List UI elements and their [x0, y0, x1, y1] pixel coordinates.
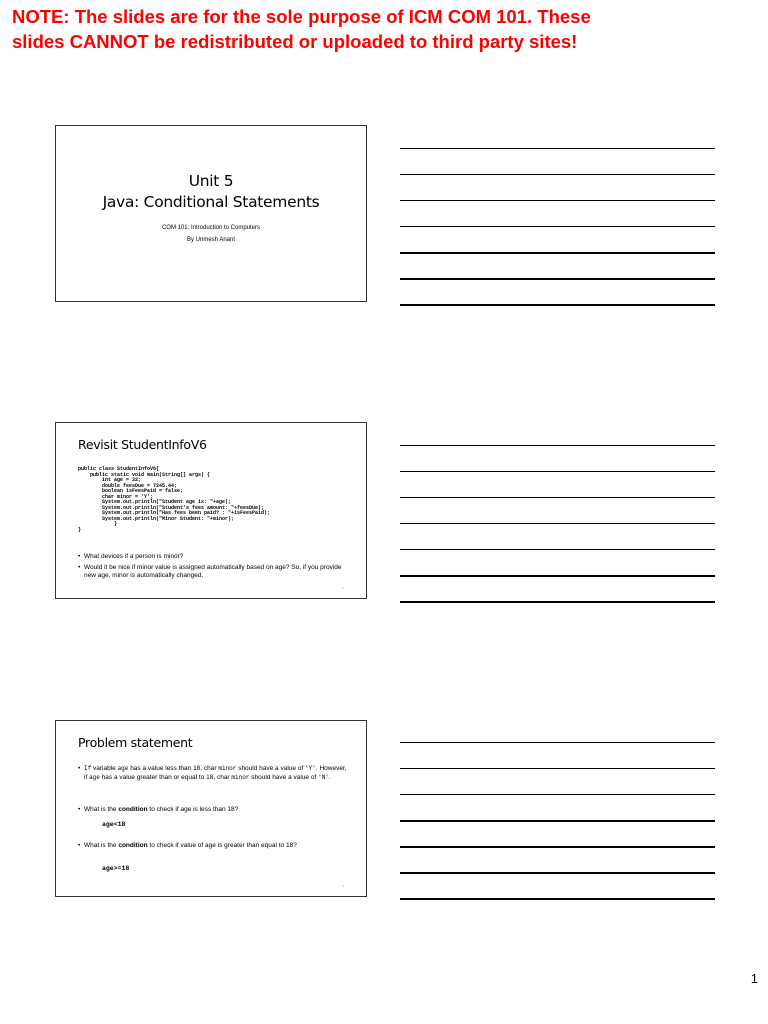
bullet-item: • Would it be nice if minor value is assigned automatically based on age? So, if you provide new age, minor is automatically changed.: [78, 564, 350, 581]
note-line: [400, 794, 715, 795]
slide-1-title: [56, 171, 366, 213]
kw-y: 'Y': [305, 765, 316, 772]
slide-1-title-line-1: Unit 5: [188, 172, 234, 190]
note-line: [400, 200, 715, 201]
note-line: [400, 898, 715, 900]
slide-3-thumbnail: [55, 720, 367, 897]
note-line: [400, 601, 715, 603]
problem-text: has a value greater than or equal to 18, char: [99, 773, 232, 781]
note-line: [400, 278, 715, 280]
note-line: [400, 226, 715, 227]
kw-minor: minor: [231, 773, 250, 781]
kw-n: 'N': [318, 773, 329, 781]
question-keyword: condition: [118, 806, 148, 813]
note-line: [400, 575, 715, 577]
note-line: [400, 846, 715, 848]
note-line: [400, 252, 715, 254]
note-line: [400, 148, 715, 149]
slide-number: 3: [342, 884, 344, 888]
page-number: 1: [750, 971, 758, 986]
slide-2-heading: Revisit StudentInfoV6: [78, 437, 207, 452]
slide-1-thumbnail: [55, 125, 367, 302]
problem-text: variable: [91, 765, 118, 772]
note-line: [400, 304, 715, 306]
copyright-notice: [12, 4, 752, 54]
note-line: [400, 174, 715, 175]
problem-text: should have a value of: [236, 765, 306, 772]
answer-2: age>=18: [102, 865, 130, 872]
bullet-item: • What devices if a person is minor?: [78, 553, 350, 562]
question-text: to check if value of age is greater than equal to 18?: [147, 842, 297, 849]
question-1: [78, 806, 348, 815]
note-line: [400, 742, 715, 743]
slide-1-subtitle-block: [56, 222, 366, 246]
slide-3-heading: Problem statement: [78, 735, 193, 750]
note-line: [400, 872, 715, 874]
note-line: [400, 471, 715, 472]
note-line: [400, 445, 715, 446]
kw-age: age: [89, 773, 100, 781]
slide-2-bullets: [78, 553, 350, 583]
answer-1: age<18: [102, 821, 126, 828]
note-line: [400, 820, 715, 822]
note-line: [400, 497, 715, 498]
problem-text: should have a value of: [249, 773, 319, 781]
problem-text: has a value less than 18, char: [128, 765, 219, 772]
slide-1-title-line-2: Java: Conditional Statements: [102, 193, 320, 211]
note-line: [400, 549, 715, 550]
notice-line-1: NOTE: The slides are for the sole purpose of ICM COM 101. These: [12, 6, 591, 27]
question-text: What is the: [84, 806, 119, 813]
slide-2-thumbnail: [55, 422, 367, 599]
code-block: public class StudentInfoV6{ public static void main(String[] args) { int age = 32; double feesDue = 7245.44; boolean isFeesPaid = false; char minor = 'Y'; System.out.println("Student age is: "+age); System.out.println("Student's fees amount: "+feesDue); System.out.println("Has fees been paid? : "+isFeesPaid); System.out.println("Minor Student: "+minor); } }: [78, 466, 271, 533]
kw-age: age: [117, 765, 129, 772]
question-2: [78, 842, 348, 851]
slide-1-course: COM 101: Introduction to Computers: [161, 225, 261, 231]
slide-number: 2: [342, 586, 344, 590]
question-text: What is the: [84, 842, 119, 849]
note-line: [400, 768, 715, 769]
question-text: to check if age is less than 18?: [147, 806, 239, 813]
kw-if: If: [84, 765, 92, 772]
problem-text: .: [328, 773, 331, 781]
problem-text: . However, if: [84, 765, 347, 781]
note-line: [400, 523, 715, 524]
kw-minor: minor: [218, 765, 237, 772]
problem-bullet: [78, 765, 348, 782]
notice-line-2: slides CANNOT be redistributed or uploaded to third party sites!: [12, 31, 578, 52]
slide-1-author: By Unmesh Anant: [186, 237, 236, 243]
question-keyword: condition: [118, 842, 148, 849]
